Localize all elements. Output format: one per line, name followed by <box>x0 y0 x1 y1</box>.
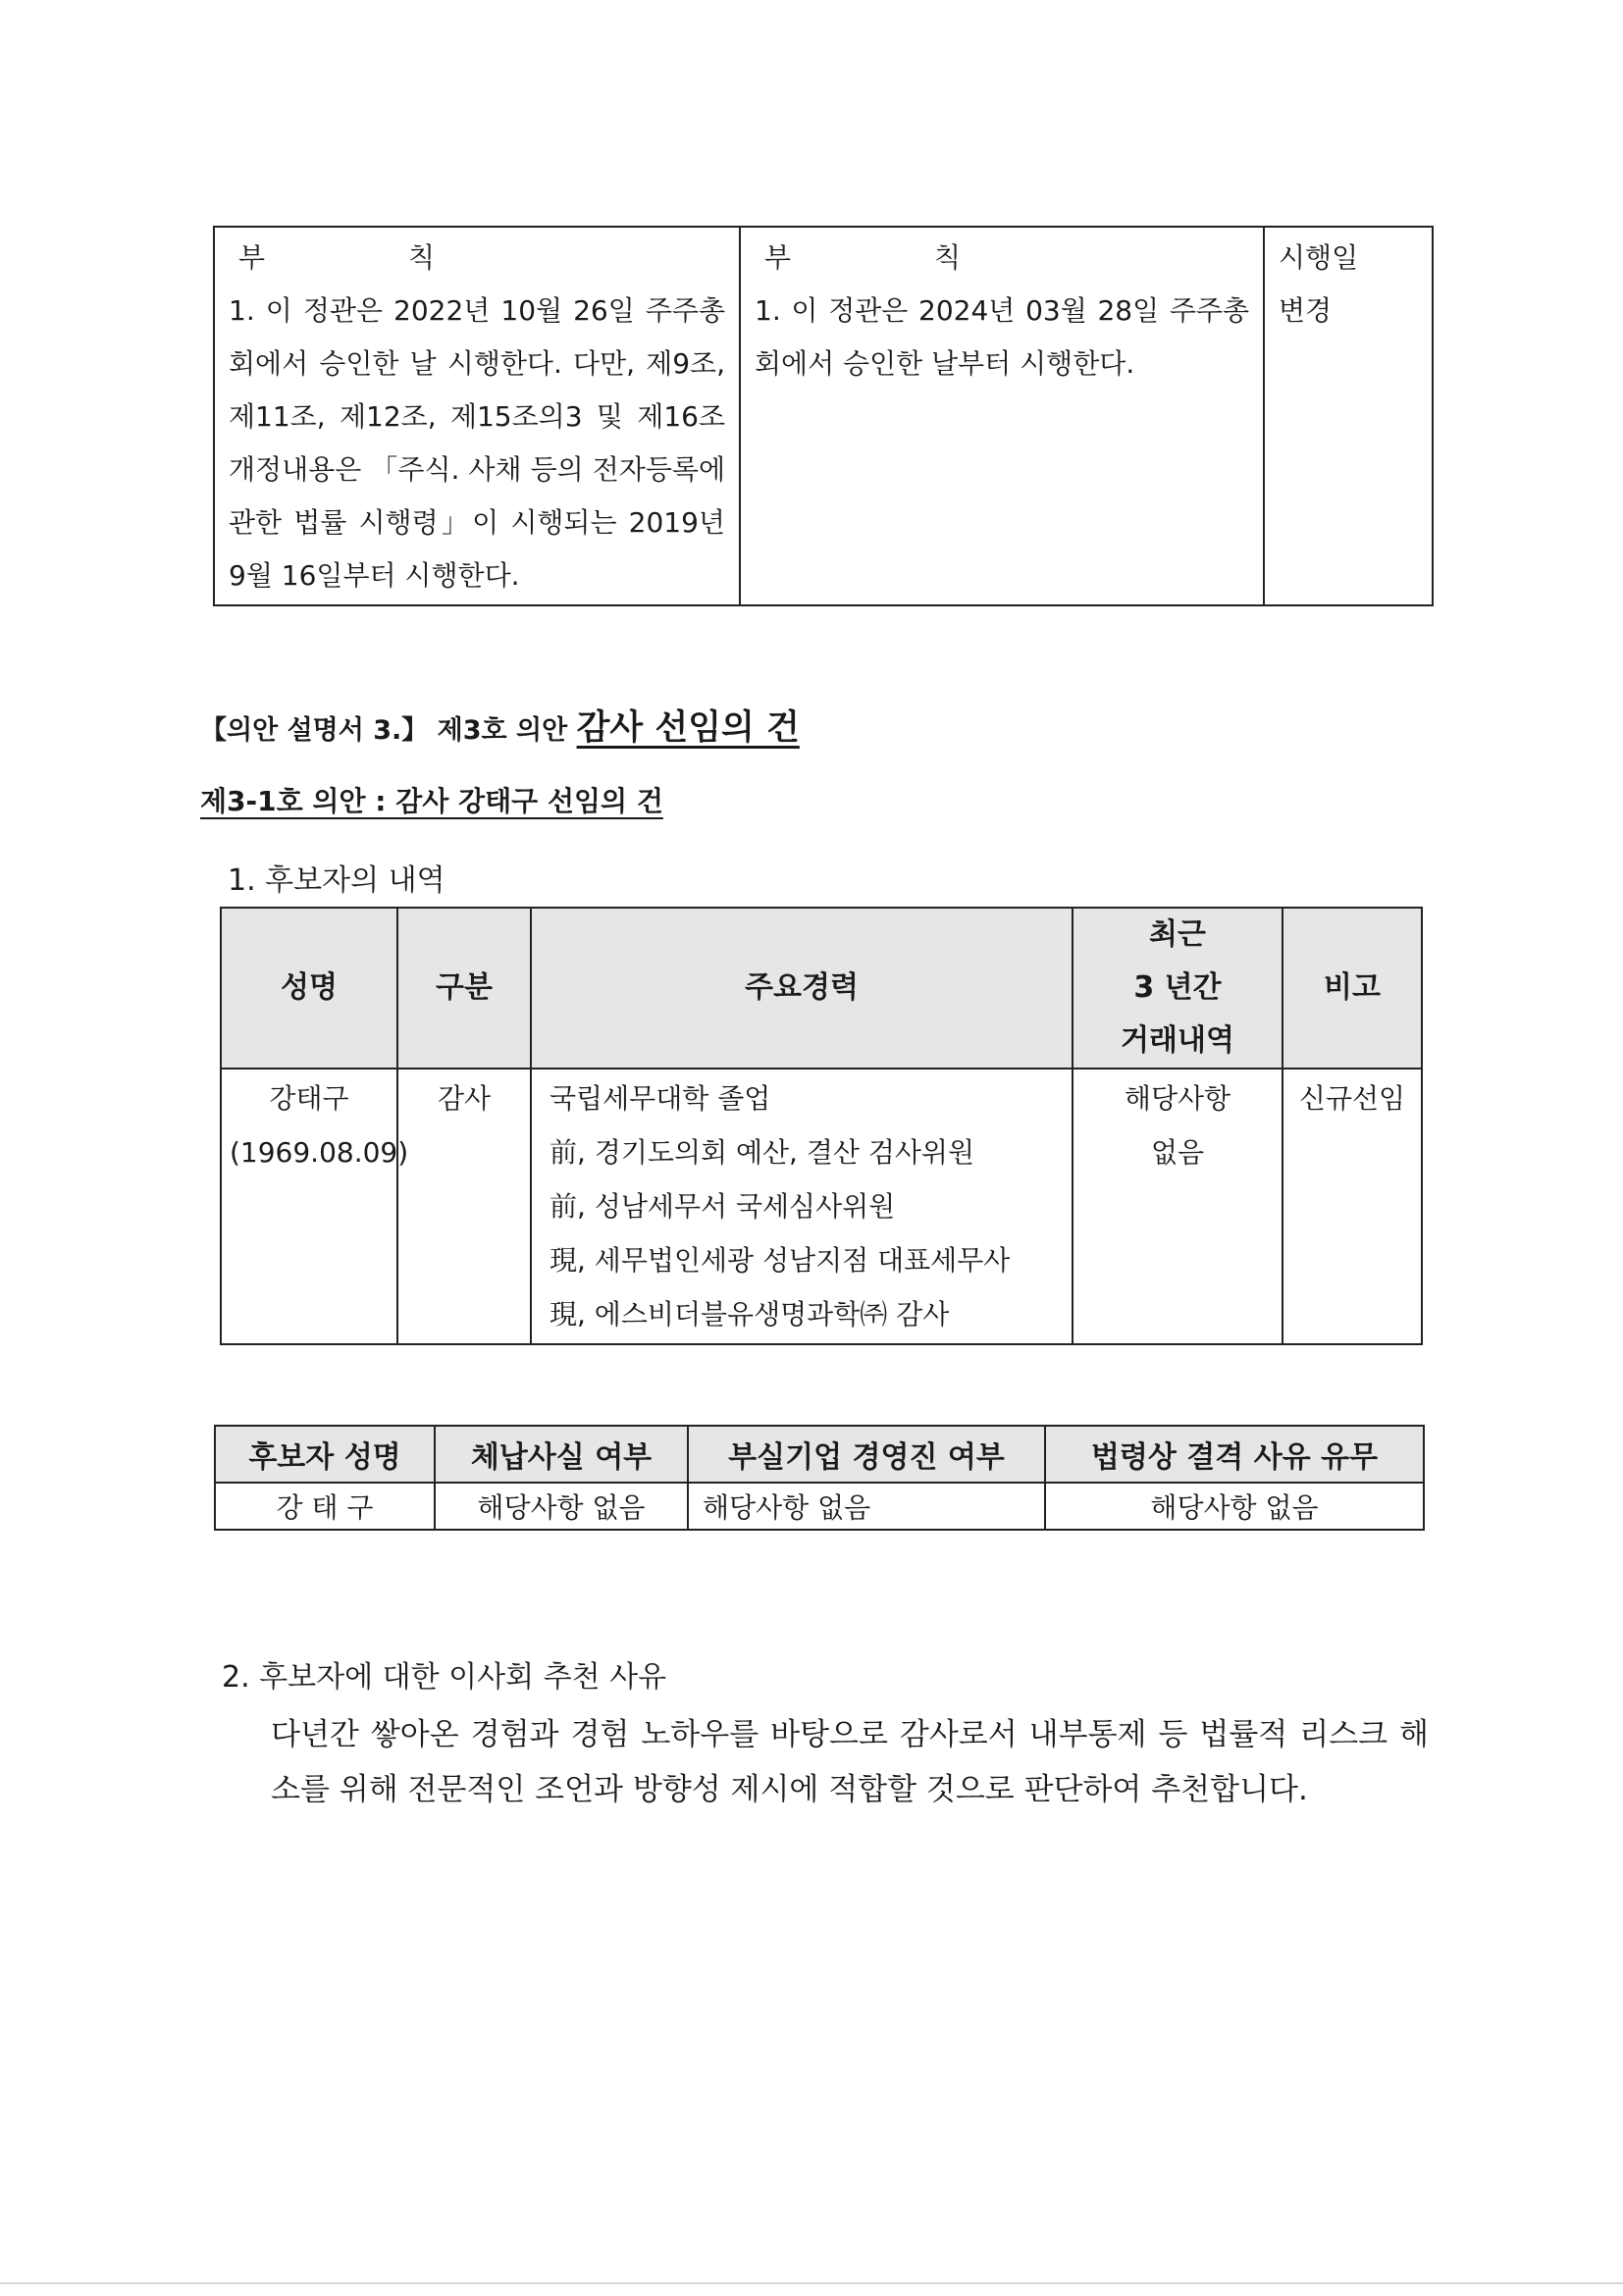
old-provision-heading: 부 칙 <box>238 241 435 274</box>
section-title-main: 감사 선임의 건 <box>576 708 800 748</box>
list-item: 前, 성남세무서 국세심사위원 <box>550 1190 896 1223</box>
candidate-birth: (1969.08.09) <box>230 1136 409 1169</box>
change-note-line2: 변경 <box>1279 294 1333 327</box>
list-item: 前, 경기도의회 예산, 결산 검사위원 <box>550 1136 975 1169</box>
eligibility-insolvent-management: 해당사항 없음 <box>688 1483 1045 1530</box>
header-insolvent-management: 부실기업 경영진 여부 <box>688 1426 1045 1483</box>
supplementary-provisions-table <box>213 226 1434 606</box>
candidate-name-cell <box>221 1069 409 1344</box>
header-category: 구분 <box>397 908 531 1069</box>
candidate-name: 강태구 <box>269 1082 349 1115</box>
eligibility-tax-delinquency: 해당사항 없음 <box>435 1483 688 1530</box>
old-provision-text: 1. 이 정관은 2022년 10월 26일 주주총회에서 승인한 날 시행한다. 다만, 제9조, 제11조, 제12조, 제15조의3 및 제16조 개정내용은 「주식. 사채 등의 전자등록에 관한 법률 시행령」이 시행되는 2019년 9월 16일부터 시행한다. <box>229 294 725 592</box>
list-item: 국립세무대학 졸업 <box>550 1082 771 1115</box>
new-provision-cell <box>740 227 1264 605</box>
header-tax-delinquency: 체납사실 여부 <box>435 1426 688 1483</box>
item1-label: 1. 후보자의 내역 <box>228 863 445 898</box>
new-provision-text: 1. 이 정관은 2024년 03월 28일 주주총회에서 승인한 날부터 시행한다. <box>755 294 1249 380</box>
candidate-transactions-cell: 해당사항 없음 <box>1073 1069 1283 1344</box>
candidate-details-table <box>220 907 1423 1345</box>
header-legal-disqualification: 법령상 결격 사유 유무 <box>1045 1426 1424 1483</box>
eligibility-legal-disqualification: 해당사항 없음 <box>1045 1483 1424 1530</box>
list-item: 現, 에스비더블유생명과학㈜ 감사 <box>550 1298 950 1331</box>
header-remarks: 비고 <box>1283 908 1422 1069</box>
recommendation-reason-text: 다년간 쌓아온 경험과 경험 노하우를 바탕으로 감사로서 내부통제 등 법률적 리스크 해소를 위해 전문적인 조언과 방향성 제시에 적합할 것으로 판단하여 추천합니다. <box>271 1717 1429 1807</box>
header-candidate-name: 후보자 성명 <box>215 1426 435 1483</box>
item2-label: 2. 후보자에 대한 이사회 추천 사유 <box>222 1660 667 1695</box>
table-row <box>221 1069 1422 1344</box>
change-note-line1: 시행일 <box>1279 241 1359 274</box>
page-bottom-divider <box>0 2282 1623 2284</box>
header-name: 성명 <box>221 908 397 1069</box>
change-note-cell <box>1264 227 1433 605</box>
candidate-career-cell <box>531 1069 1073 1344</box>
section-title <box>200 701 800 750</box>
list-item: 現, 세무법인세광 성남지점 대표세무사 <box>550 1244 1011 1277</box>
section-prefix: 【의안 설명서 3.】 제3호 의안 <box>200 715 568 746</box>
eligibility-candidate-name: 강 태 구 <box>215 1483 435 1530</box>
eligibility-table-header <box>215 1426 1424 1483</box>
new-provision-heading: 부 칙 <box>764 241 961 274</box>
eligibility-table <box>214 1425 1425 1531</box>
header-career: 주요경력 <box>531 908 1073 1069</box>
subsection-title: 제3-1호 의안 : 감사 강태구 선임의 건 <box>200 785 663 817</box>
candidate-remarks: 신규선임 <box>1283 1069 1422 1344</box>
old-provision-cell <box>214 227 740 605</box>
candidate-table-header <box>221 908 1422 1069</box>
candidate-category: 감사 <box>397 1069 531 1344</box>
header-transactions: 최근 3 년간 거래내역 <box>1073 908 1283 1069</box>
table-row <box>215 1483 1424 1530</box>
